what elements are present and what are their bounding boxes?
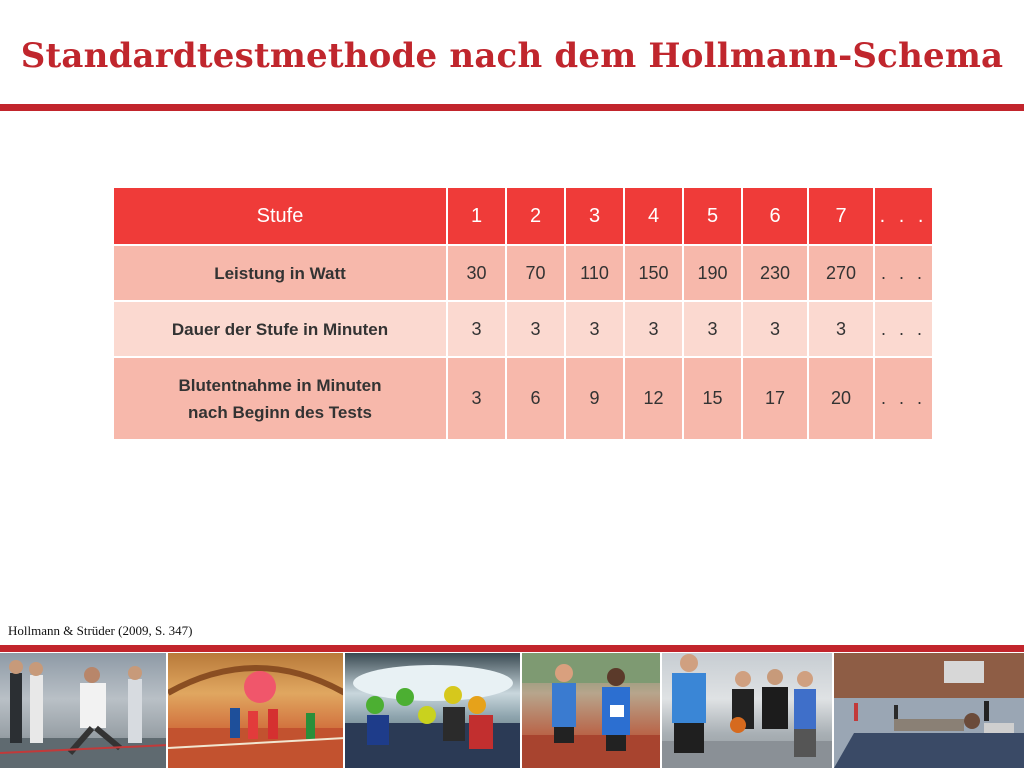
table-cell: 3: [808, 301, 874, 357]
slide-title: Standardtestmethode nach dem Hollmann-Schema: [20, 36, 1004, 76]
table-cell: 30: [447, 245, 506, 301]
table-cell: 12: [624, 357, 683, 440]
table-header-row: [113, 187, 933, 245]
row-label-line: Dauer der Stufe in Minuten: [171, 319, 389, 339]
table-cell: 3: [565, 301, 624, 357]
photo-gym-exercise: [834, 653, 1024, 768]
table-row-blutentnahme: [113, 357, 933, 440]
stage-cell: 4: [624, 187, 683, 245]
table-row-leistung: [113, 245, 933, 301]
stage-cell: 1: [447, 187, 506, 245]
citation: Hollmann & Strüder (2009, S. 347): [8, 623, 193, 638]
title-divider: [0, 104, 1024, 111]
row-label-line: nach Beginn des Tests: [188, 402, 372, 422]
photo-basketball: [662, 653, 834, 768]
row-label: [113, 245, 447, 301]
table-cell: 3: [447, 357, 506, 440]
table-cell: 3: [742, 301, 808, 357]
row-label: [113, 357, 447, 440]
photo-gym-group-illustration: [0, 653, 168, 768]
table-cell: 3: [506, 301, 565, 357]
table-cell: 190: [683, 245, 742, 301]
table-row-dauer: [113, 301, 933, 357]
table-cell: 3: [624, 301, 683, 357]
stage-cell: 2: [506, 187, 565, 245]
table-cell: 150: [624, 245, 683, 301]
stage-cell: 6: [742, 187, 808, 245]
photo-rafting-illustration: [345, 653, 522, 768]
photo-runners-illustration: [522, 653, 662, 768]
photo-basketball-illustration: [662, 653, 834, 768]
table-cell-ellipsis: . . .: [874, 245, 933, 301]
table-cell: 270: [808, 245, 874, 301]
row-label-line: Blutentnahme in Minuten: [178, 375, 382, 395]
stage-cell: 3: [565, 187, 624, 245]
stage-cell-ellipsis: . . .: [874, 187, 933, 245]
table-cell: 70: [506, 245, 565, 301]
photo-gym-exercise-illustration: [834, 653, 1024, 768]
photo-ball-game-illustration: [168, 653, 345, 768]
row-label-line: Leistung in Watt: [214, 263, 346, 283]
table-cell: 20: [808, 357, 874, 440]
table-cell: 17: [742, 357, 808, 440]
photo-strip: [0, 653, 1024, 768]
photo-rafting: [345, 653, 522, 768]
table-cell: 6: [506, 357, 565, 440]
photo-gym-group: [0, 653, 168, 768]
footer-divider: [0, 645, 1024, 652]
row-label: [113, 301, 447, 357]
photo-runners: [522, 653, 662, 768]
stage-cell: 5: [683, 187, 742, 245]
photo-ball-game: [168, 653, 345, 768]
table-cell: 3: [447, 301, 506, 357]
table-cell: 3: [683, 301, 742, 357]
table-cell-ellipsis: . . .: [874, 357, 933, 440]
header-label: Stufe: [113, 187, 447, 245]
table-cell: 15: [683, 357, 742, 440]
table-cell: 110: [565, 245, 624, 301]
table-cell: 230: [742, 245, 808, 301]
table-cell: 9: [565, 357, 624, 440]
stage-cell: 7: [808, 187, 874, 245]
table-cell-ellipsis: . . .: [874, 301, 933, 357]
hollmann-table: [112, 186, 934, 441]
